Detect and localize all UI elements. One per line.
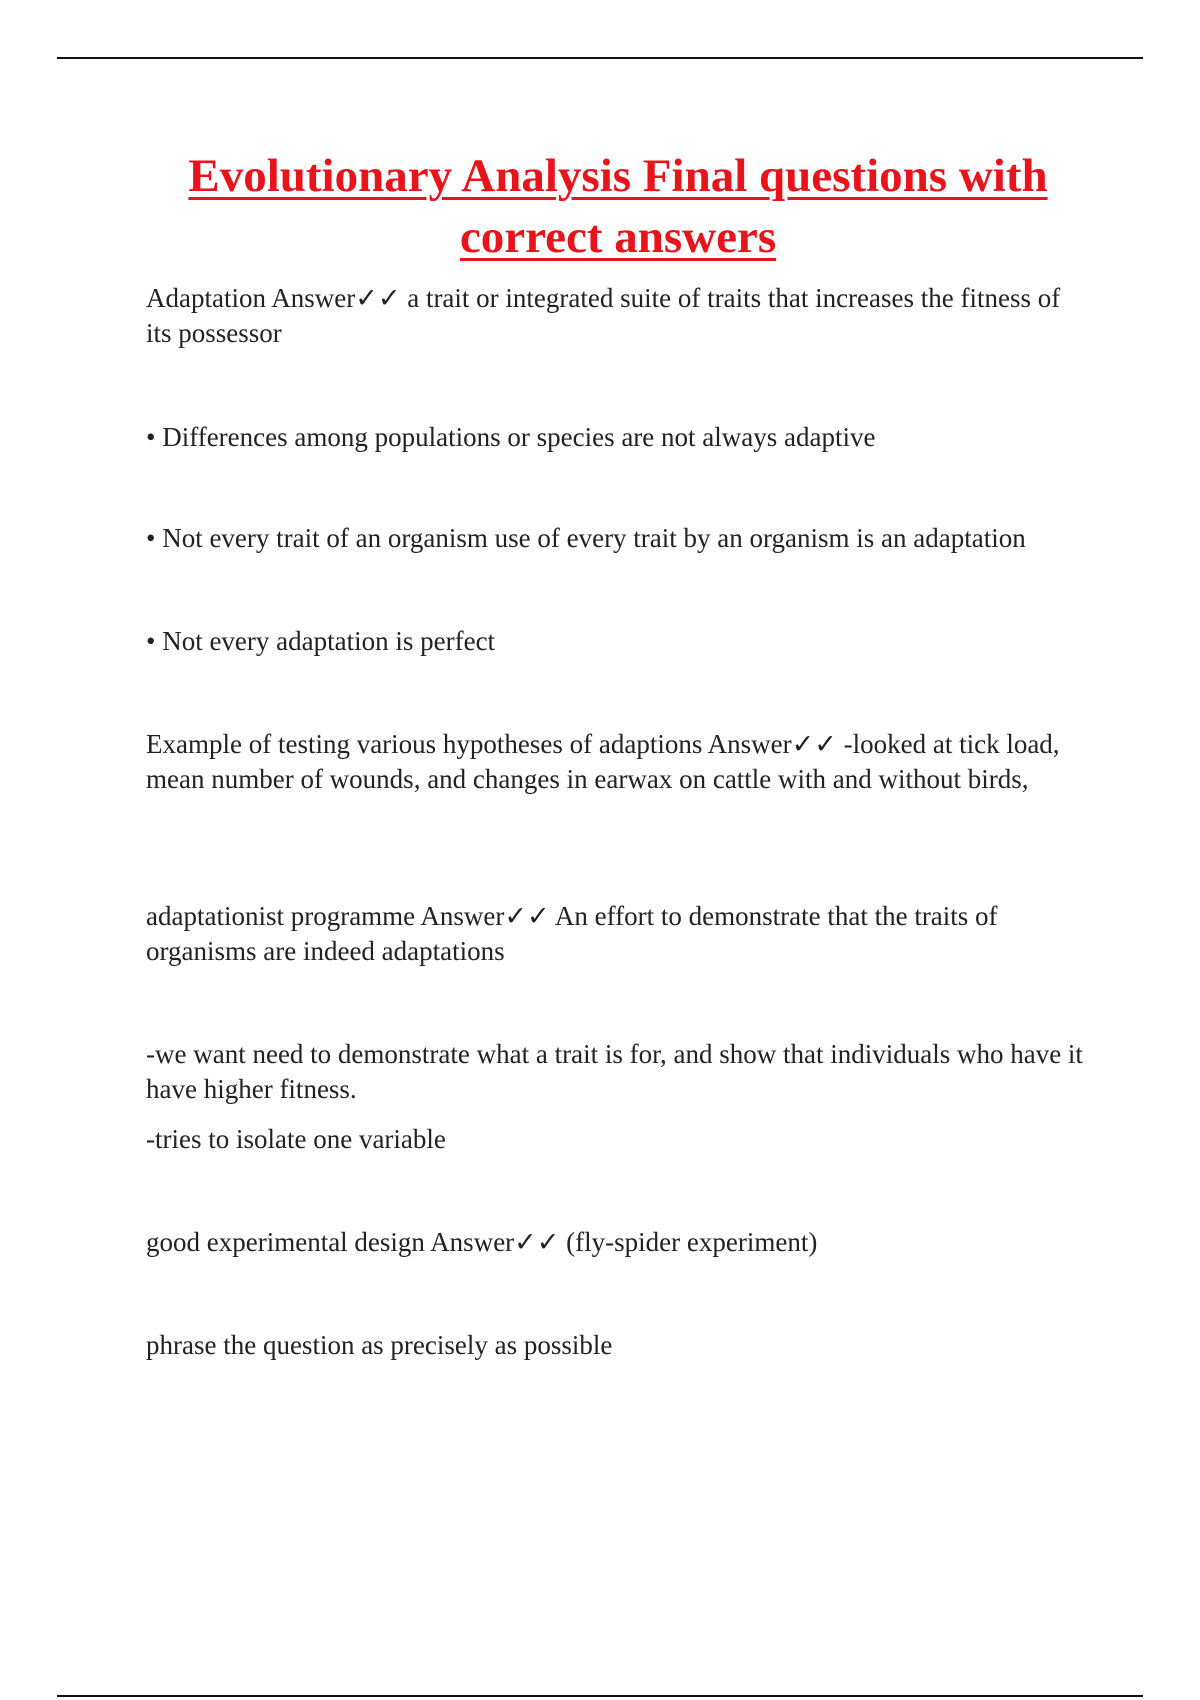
paragraph-isolate-variable: -tries to isolate one variable	[146, 1124, 446, 1154]
paragraph-demonstrate-trait: -we want need to demonstrate what a trait is for, and show that individuals who have it have higher fitness.	[146, 1039, 1083, 1104]
bullet-not-every-trait: • Not every trait of an organism use of every trait by an organism is an adaptation	[146, 523, 1026, 553]
paragraph-phrase-question: phrase the question as precisely as possible	[146, 1330, 613, 1360]
bottom-rule	[57, 1695, 1143, 1697]
paragraph-adaptation: Adaptation Answer✓✓ a trait or integrated suite of traits that increases the fitness of its possessor	[146, 283, 1061, 348]
paragraph-testing-hypotheses: Example of testing various hypotheses of adaptions Answer✓✓ -looked at tick load, mean number of wounds, and changes in earwax on cattle with and without birds,	[146, 729, 1060, 794]
paragraph-adaptationist-programme: adaptationist programme Answer✓✓ An effort to demonstrate that the traits of organisms are indeed adaptations	[146, 901, 998, 966]
document-title: Evolutionary Analysis Final questions with correct answers	[188, 150, 1048, 263]
bullet-differences: • Differences among populations or species are not always adaptive	[146, 422, 876, 452]
bullet-not-perfect: • Not every adaptation is perfect	[146, 626, 496, 656]
top-rule	[57, 57, 1143, 59]
paragraph-experimental-design: good experimental design Answer✓✓ (fly-spider experiment)	[146, 1227, 818, 1257]
